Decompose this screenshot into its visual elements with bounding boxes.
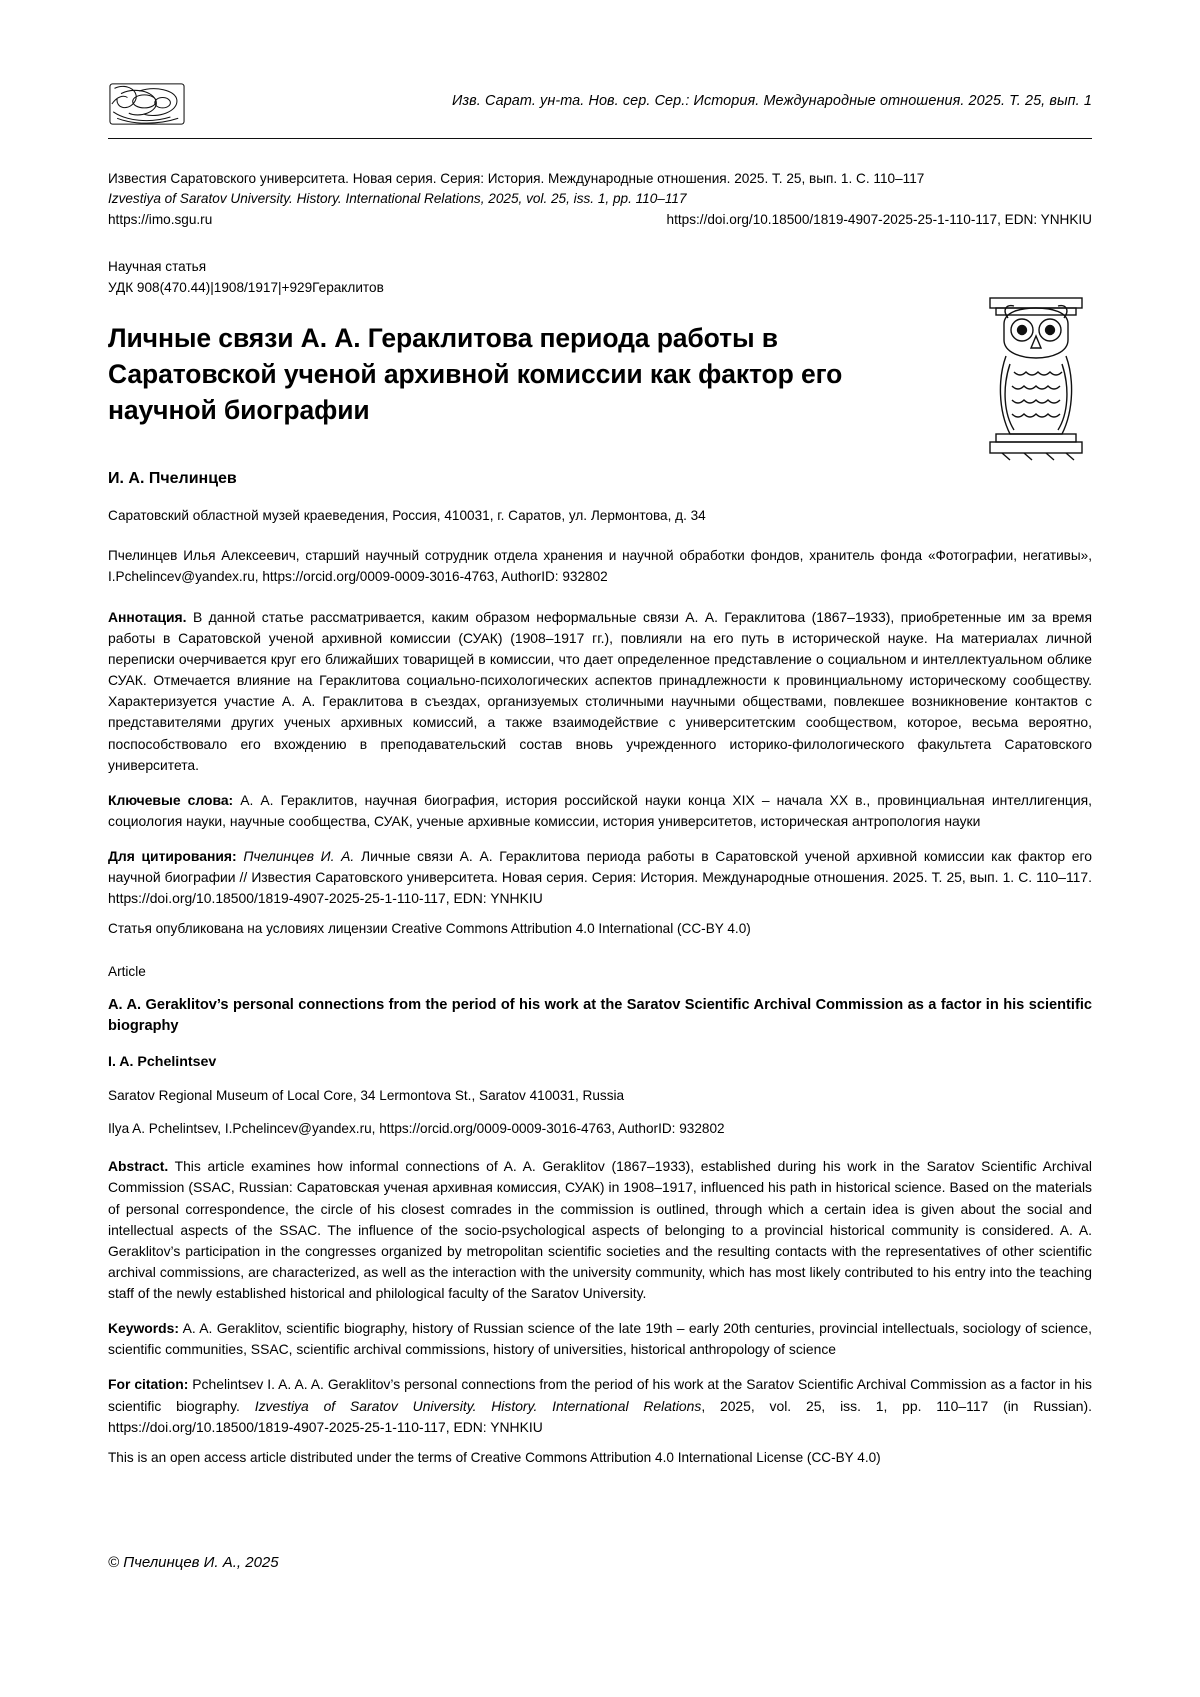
keywords-ru-label: Ключевые слова: — [108, 791, 234, 808]
abstract-ru-text: В данной статье рассматривается, каким образом неформальные связи А. А. Гераклитова (1867–1933), приобретенные им за время работы в Саратовской ученой архивной комиссии (СУАК) (1908–1917 гг.), повлияли на его путь в исторической науке. На материалах личной переписки очерчивается круг его ближайших товарищей в комиссии, что дает определенное представление о социальном и интеллектуальном облике СУАК. Отмечается влияние на Гераклитова социально-психологических аспектов принадлежности к провинциальному историческому сообществу. Характеризуется участие А. А. Гераклитова в съездах, организуемых столичными научными обществами, повлекшее возникновение контактов с представителями других ученых архивных комиссий, а также взаимодействие с университетским сообществом, которое, весьма вероятно, поспособствовало его вхождению в преподавательский состав вновь учрежденного историко-филологического факультета Саратовского университета. — [108, 608, 1092, 773]
citation-ru-text: Личные связи А. А. Гераклитова периода работы в Саратовской ученой архивной комиссии как фактор его научной биографии // Известия Саратовского университета. Новая серия. Серия: История. Международные отношения. 2025. Т. 25, вып. 1. С. 110–117. https://doi.org/10.18500/1819-4907-2025-25-1-110-117, EDN: YNHKIU — [108, 848, 1092, 907]
abstract-en — [108, 1156, 1092, 1304]
license-ru: Статья опубликована на условиях лицензии Creative Commons Attribution 4.0 International (CC-BY 4.0) — [108, 921, 751, 937]
abstract-ru-label: Аннотация. — [108, 608, 187, 625]
license-en: This is an open access article distributed under the terms of Creative Commons Attribution 4.0 International License (CC-BY 4.0) — [108, 1449, 881, 1465]
journal-meta-ru: Известия Саратовского университета. Новая серия. Серия: История. Международные отношения. 2025. Т. 25, вып. 1. С. 110–117 — [108, 171, 925, 186]
citation-en-journal: Izvestiya of Saratov University. History. International Relations — [254, 1397, 702, 1414]
article-type-en: Article — [108, 963, 146, 979]
journal-monogram-icon — [108, 80, 186, 128]
keywords-en-label: Keywords: — [108, 1320, 180, 1337]
running-head — [108, 80, 1092, 139]
article-info — [108, 256, 1092, 298]
author-name-en: I. A. Pchelintsev — [108, 1054, 217, 1071]
keywords-ru-text: А. А. Гераклитов, научная биография, история российской науки конца XIX – начала XX в., провинциальная интеллигенция, социология науки, научные сообщества, СУАК, ученые архивные комиссии, история университетов, историческая антропология науки — [108, 791, 1092, 829]
doi-edn-line[interactable]: https://doi.org/10.18500/1819-4907-2025-25-1-110-117, EDN: YNHKIU — [666, 211, 1092, 227]
page-title-en: A. A. Geraklitov’s personal connections from the period of his work at the Saratov Scientific Archival Commission as a factor in his scientific biography — [108, 996, 1092, 1034]
abstract-en-label: Abstract. — [108, 1158, 169, 1175]
page-title: Личные связи А. А. Гераклитова периода работы в Саратовской ученой архивной комиссии как фактор его научной биографии — [108, 323, 843, 426]
citation-en-label: For citation: — [108, 1376, 189, 1393]
journal-website-link[interactable]: https://imo.sgu.ru — [108, 211, 213, 227]
owl-emblem-icon — [980, 294, 1092, 462]
keywords-ru — [108, 790, 1092, 832]
journal-meta — [108, 169, 1092, 230]
author-note-en: Ilya A. Pchelintsev, I.Pchelincev@yandex.ru, https://orcid.org/0009-0009-3016-4763, AuthorID: 932802 — [108, 1121, 725, 1137]
citation-ru-author: Пчелинцев И. А. — [236, 848, 355, 865]
article-type-ru: Научная статья — [108, 259, 207, 275]
citation-ru-label: Для цитирования: — [108, 848, 237, 865]
udc-code: УДК 908(470.44)|1908/1917|+929Гераклитов — [108, 280, 384, 296]
affiliation-en: Saratov Regional Museum of Local Core, 34 Lermontova St., Saratov 410031, Russia — [108, 1088, 625, 1104]
copyright-line: © Пчелинцев И. А., 2025 — [108, 1554, 279, 1572]
citation-ru — [108, 846, 1092, 909]
abstract-en-text: This article examines how informal connections of A. A. Geraklitov (1867–1933), established during his work in the Saratov Scientific Archival Commission (SSAC, Russian: Саратовская ученая архивная комиссия, СУАК) in 1908–1917, influenced his path in historical science. Based on the materials of personal correspondence, the circle of his closest comrades in the commission is outlined, through which a certain idea is given about the social and intellectual aspects of the SSAC. The influence of the socio-psychological aspects of belonging to a provincial historical community is considered. A. A. Geraklitov’s participation in the congresses organized by metropolitan scientific societies and the resulting contacts with the representatives of other scientific archival commissions, are characterized, as well as the interaction with the university community, which has most likely contributed to his entry into the teaching staff of the newly established historical and philological faculty of the Saratov University. — [108, 1158, 1092, 1302]
keywords-en — [108, 1318, 1092, 1360]
citation-en-text-before: Pchelintsev I. A. A. A. Geraklitov’s personal connections from the period of his work at the Saratov Scientific Archival Commission as a factor in his scientific biography. — [108, 1376, 1092, 1414]
citation-en-text-after: , 2025, vol. 25, iss. 1, pp. 110–117 (in Russian). https://doi.org/10.18500/1819-4907-2025-25-1-110-117, EDN: YNHKIU — [108, 1397, 1093, 1435]
abstract-ru — [108, 607, 1092, 776]
title-block — [108, 320, 1092, 470]
keywords-en-text: A. A. Geraklitov, scientific biography, history of Russian science of the late 19th – early 20th centuries, provincial intellectuals, sociology of science, scientific communities, SSAC, scientific archival commissions, history of universities, historical anthropology of science — [108, 1320, 1092, 1358]
citation-en — [108, 1374, 1092, 1437]
author-name-ru: И. А. Пчелинцев — [108, 470, 237, 488]
journal-meta-en: Izvestiya of Saratov University. History. International Relations, 2025, vol. 25, iss. 1, pp. 110–117 — [108, 191, 687, 207]
running-head-text: Изв. Сарат. ун-та. Нов. сер. Сер.: История. Международные отношения. 2025. Т. 25, вып. 1 — [451, 93, 1092, 109]
author-note-ru: Пчелинцев Илья Алексеевич, старший научный сотрудник отдела хранения и научной обработки фондов, хранитель фонда «Фотографии, негативы», I.Pchelincev@yandex.ru, https://orcid.org/0009-0009-3016-4763, AuthorID: 932802 — [108, 547, 1092, 584]
affiliation-ru: Саратовский областной музей краеведения, Россия, 410031, г. Саратов, ул. Лермонтова, д. 34 — [108, 508, 706, 524]
